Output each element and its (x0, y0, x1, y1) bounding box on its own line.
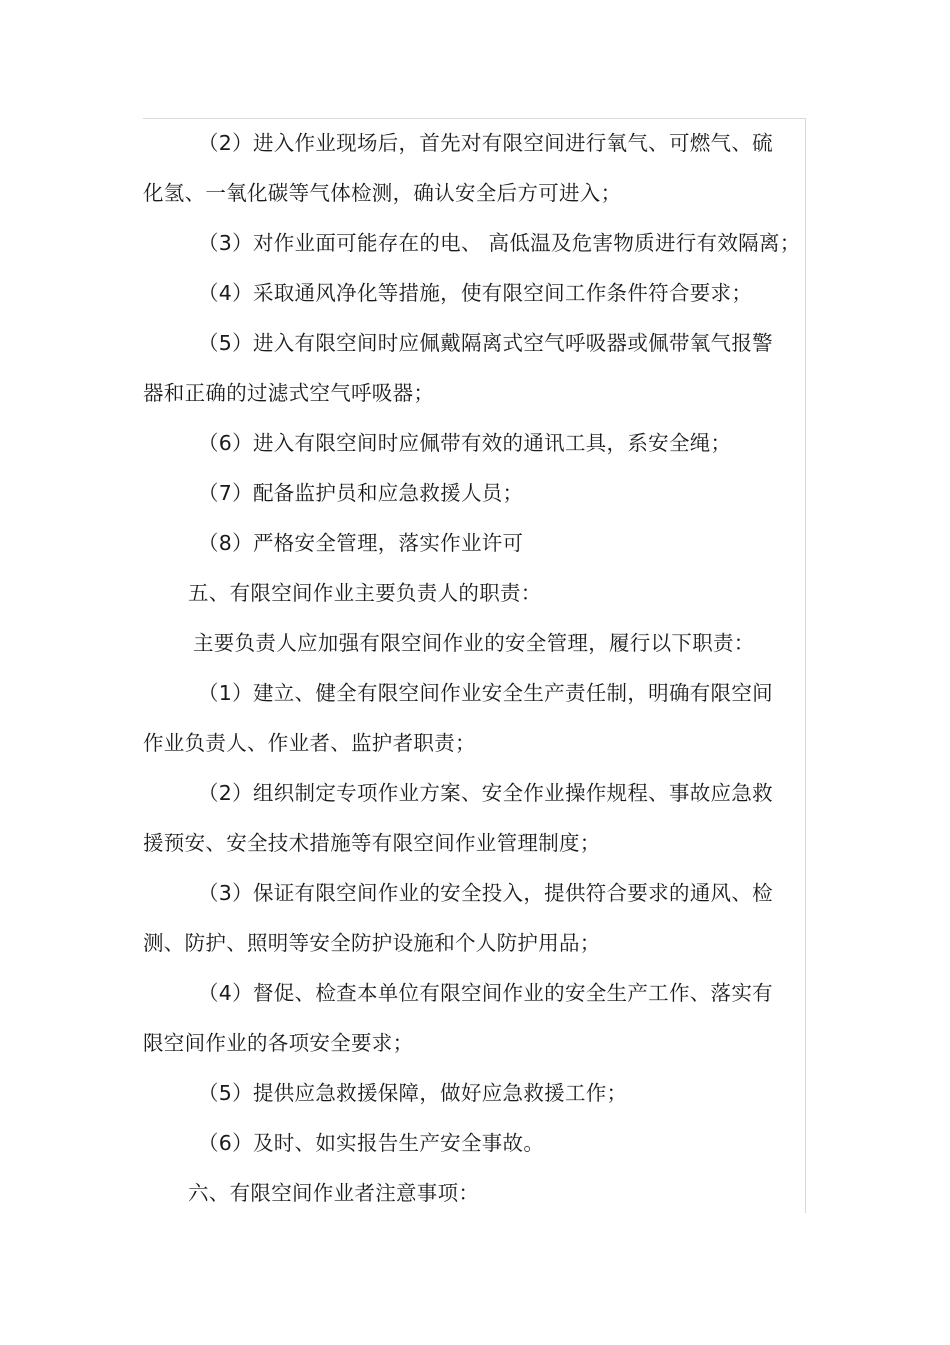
paragraph-line: （1）建立、健全有限空间作业安全生产责任制，明确有限空间 (198, 681, 773, 705)
paragraph-line: （2）进入作业现场后，首先对有限空间进行氧气、可燃气、硫 (198, 131, 773, 155)
paragraph-line: 化氢、一氧化碳等气体检测，确认安全后方可进入； (143, 181, 622, 205)
paragraph-line: 作业负责人、作业者、监护者职责； (143, 731, 476, 755)
paragraph-line: 器和正确的过滤式空气呼吸器； (143, 381, 435, 405)
section-heading: 五、有限空间作业主要负责人的职责： (188, 581, 542, 605)
paragraph-line: （8）严格安全管理，落实作业许可 (198, 531, 524, 555)
paragraph-line: （3）对作业面可能存在的电、 高低温及危害物质进行有效隔离； (198, 231, 801, 255)
paragraph-line: （4）督促、检查本单位有限空间作业的安全生产工作、落实有 (198, 981, 773, 1005)
paragraph-line: （5）提供应急救援保障，做好应急救援工作； (198, 1081, 628, 1105)
paragraph-line: （6）及时、如实报告生产安全事故。 (198, 1131, 545, 1155)
paragraph-line: （4）采取通风净化等措施，使有限空间工作条件符合要求； (198, 281, 753, 305)
paragraph-line: （5）进入有限空间时应佩戴隔离式空气呼吸器或佩带氧气报警 (198, 331, 773, 355)
paragraph-line: （6）进入有限空间时应佩带有效的通讯工具，系安全绳； (198, 431, 732, 455)
paragraph-line: 限空间作业的各项安全要求； (143, 1031, 414, 1055)
paragraph-line: 援预安、安全技术措施等有限空间作业管理制度； (143, 831, 601, 855)
paragraph-line: （2）组织制定专项作业方案、安全作业操作规程、事故应急救 (198, 781, 773, 805)
paragraph-line: 主要负责人应加强有限空间作业的安全管理，履行以下职责： (193, 631, 755, 655)
paragraph-line: （7）配备监护员和应急救援人员； (198, 481, 524, 505)
paragraph-line: （3）保证有限空间作业的安全投入，提供符合要求的通风、检 (198, 881, 773, 905)
section-heading: 六、有限空间作业者注意事项： (188, 1181, 480, 1205)
paragraph-line: 测、防护、照明等安全防护设施和个人防护用品； (143, 931, 601, 955)
